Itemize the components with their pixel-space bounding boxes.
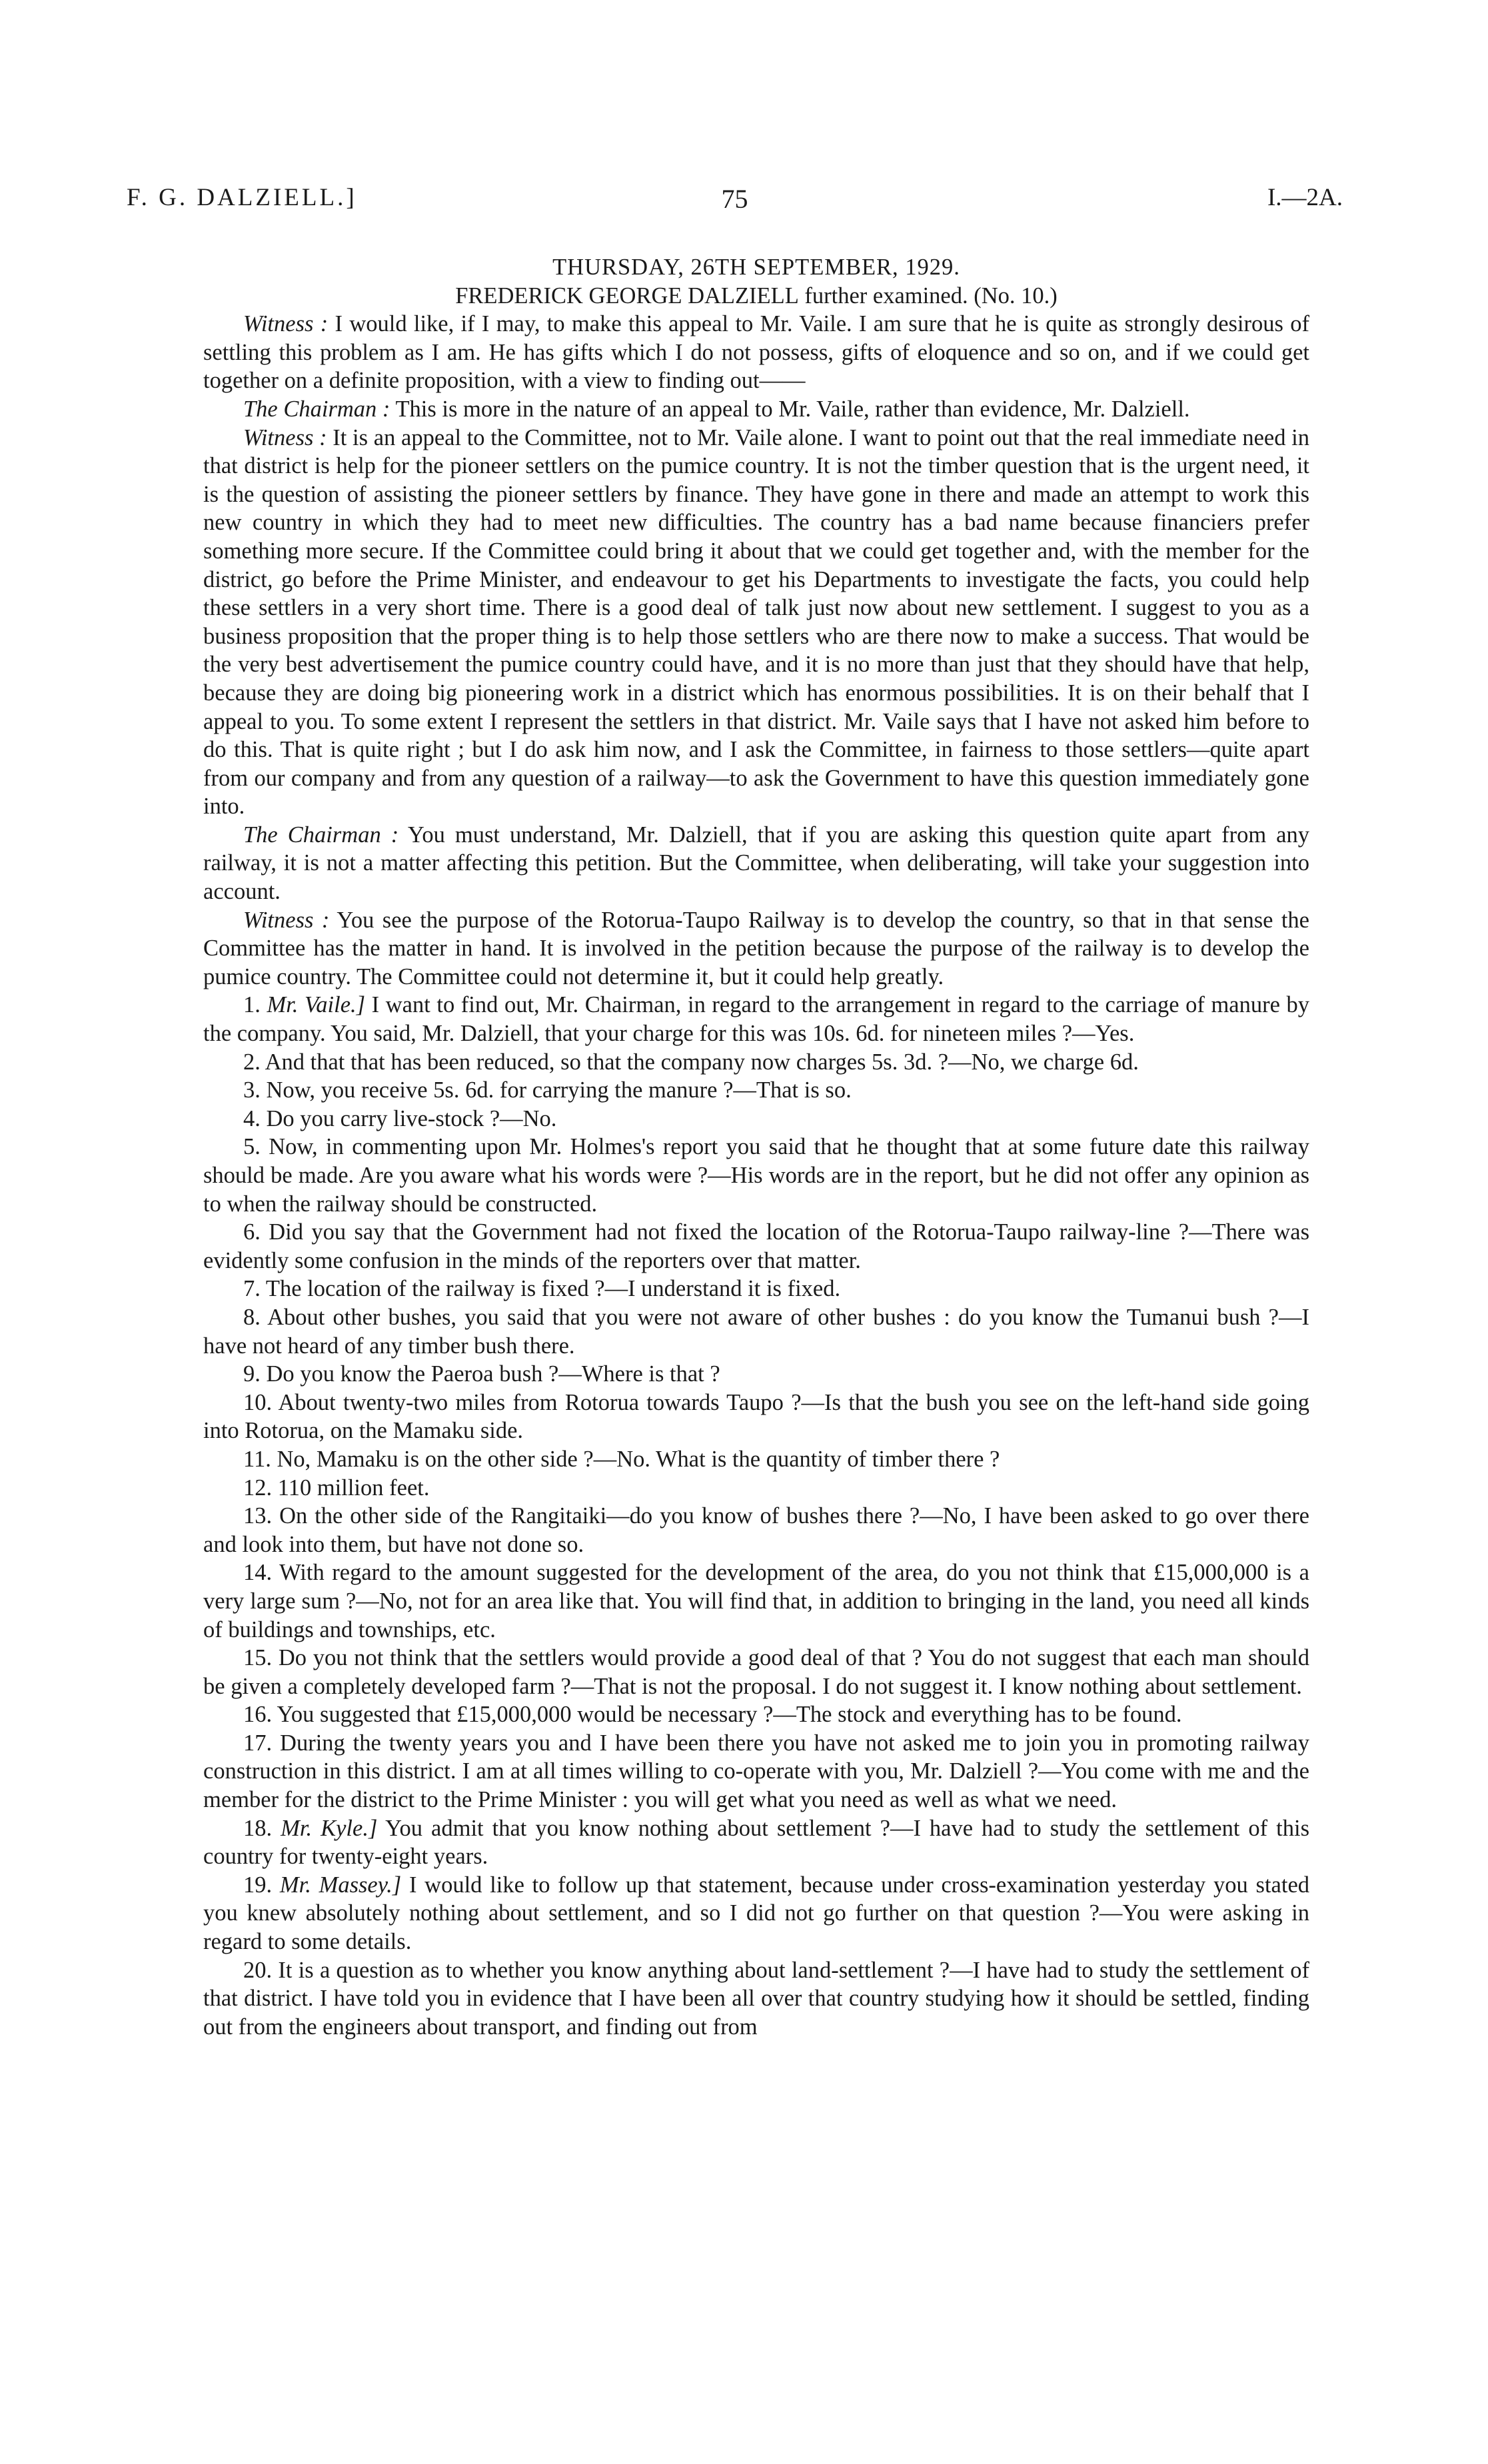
testimony-paragraph	[203, 821, 1309, 906]
paragraph-text: 8. About other bushes, you said that you were not aware of other bushes : do you know the Tumanui bush ?—I have not heard of any timber bush there.	[203, 1304, 1309, 1359]
paragraph-text: 10. About twenty-two miles from Rotorua towards Taupo ?—Is that the bush you see on the left-hand side going into Rotorua, on the Mamaku side.	[203, 1389, 1309, 1444]
witness-heading	[203, 282, 1309, 310]
speaker-label: The Chairman :	[243, 396, 390, 422]
testimony-paragraph	[203, 1700, 1309, 1729]
paragraph-text: You admit that you know nothing about settlement ?—I have had to study the settlement of this country for twenty-eight years.	[203, 1815, 1309, 1870]
paragraph-text: 7. The location of the railway is fixed ?—I understand it is fixed.	[243, 1276, 841, 1302]
testimony-paragraph	[203, 1814, 1309, 1871]
testimony-paragraph	[203, 991, 1309, 1047]
testimony-paragraph	[203, 1218, 1309, 1275]
witness-heading-rest: further examined. (No. 10.)	[798, 283, 1058, 308]
testimony-paragraph	[203, 1956, 1309, 2042]
header-witness-name: F. G. DALZIELL.]	[127, 184, 357, 211]
testimony-paragraph	[203, 1275, 1309, 1303]
testimony-paragraph	[203, 1474, 1309, 1503]
paragraph-text: 6. Did you say that the Government had not fixed the location of the Rotorua-Taupo railway-line ?—There was evidently some confusion in the minds of the reporters over that matter.	[203, 1219, 1309, 1273]
paragraph-text: I would like to follow up that statement, because under cross-examination yesterday you stated you knew absolutely nothing about settlement, and so I did not go further on that question ?—You were asking in regard to some details.	[203, 1872, 1310, 1955]
speaker-label: Witness :	[243, 311, 329, 337]
paragraph-text: 13. On the other side of the Rangitaiki—do you know of bushes there ?—No, I have been asked to go over there and look into them, but have not done so.	[203, 1503, 1309, 1557]
speaker-label: The Chairman :	[243, 822, 399, 848]
speaker-label: Witness :	[243, 424, 327, 450]
testimony-paragraph	[203, 1389, 1309, 1445]
speaker-label: Mr. Massey.]	[279, 1872, 402, 1898]
testimony-paragraph	[203, 424, 1309, 821]
speaker-label: Witness :	[243, 907, 330, 933]
testimony-paragraph	[203, 1445, 1309, 1474]
testimony-paragraph	[203, 1644, 1309, 1700]
speaker-label: Mr. Kyle.]	[281, 1815, 378, 1841]
paragraph-text: I want to find out, Mr. Chairman, in regard to the arrangement in regard to the carriage of manure by the company. You said, Mr. Dalziell, that your charge for this was 10s. 6d. for nineteen miles ?—Yes.	[203, 992, 1310, 1047]
paragraph-text: 9. Do you know the Paeroa bush ?—Where is that ?	[243, 1361, 720, 1387]
speaker-label: Mr. Vaile.]	[267, 992, 366, 1018]
testimony-paragraph	[203, 1105, 1309, 1133]
paragraph-text: You must understand, Mr. Dalziell, that if you are asking this question quite apart from any railway, it is not a matter affecting this petition. But the Committee, when deliberating, will take your suggestion into account.	[203, 822, 1309, 905]
testimony-paragraph	[203, 1076, 1309, 1105]
date-heading: THURSDAY, 26TH SEPTEMBER, 1929.	[552, 255, 960, 280]
paragraph-text: 16. You suggested that £15,000,000 would be necessary ?—The stock and everything has to be found.	[243, 1702, 1182, 1728]
testimony-paragraph	[203, 395, 1309, 424]
page-header	[127, 183, 1343, 217]
question-number: 19.	[243, 1872, 280, 1898]
paragraph-text: 12. 110 million feet.	[243, 1475, 430, 1501]
paragraph-text: It is an appeal to the Committee, not to Mr. Vaile alone. I want to point out that the real immediate need in that district is help for the pioneer settlers on the pumice country. It is not the timber question that is the urgent need, it is the question of assisting the pioneer settlers by finance. They have gone in there and made an attempt to work this new country in which they had to meet new difficulties. The country has a bad name because financiers prefer something more secure. If the Committee could bring it about that we could get together and, with the member for the district, go before the Prime Minister, and endeavour to get his Departments to investigate the facts, you could help these settlers in a very short time. There is a good deal of talk just now about new settlement. I suggest to you as a business proposition that the proper thing is to help those settlers who are there now to make a success. That would be the very best advertisement the pumice country could have, and it is no more than just that they should have that help, because they are doing big pioneering work in a district which has enormous possibilities. It is on their behalf that I appeal to you. To some extent I represent the settlers in that district. Mr. Vaile says that I have not asked him before to do this. That is quite right ; but I do ask him now, and I ask the Committee, in fairness to those settlers—quite apart from our company and from any question of a railway—to ask the Government to have this question immediately gone into.	[203, 424, 1309, 820]
page-number: 75	[721, 184, 748, 214]
testimony-paragraph	[203, 1871, 1309, 1956]
paragraph-text: 3. Now, you receive 5s. 6d. for carrying the manure ?—That is so.	[243, 1077, 852, 1103]
testimony-paragraph	[203, 906, 1309, 991]
testimony-paragraph	[203, 1558, 1309, 1644]
witness-full-name: FREDERICK GEORGE DALZIELL	[455, 283, 799, 308]
testimony-paragraph	[203, 310, 1309, 395]
paragraph-text: 15. Do you not think that the settlers would provide a good deal of that ? You do not suggest that each man should be given a completely developed farm ?—That is not the proposal. I do not suggest it. I know nothing about settlement.	[203, 1645, 1309, 1699]
testimony-paragraph	[203, 1502, 1309, 1558]
question-number: 18.	[243, 1815, 281, 1841]
testimony-paragraph	[203, 1048, 1309, 1077]
paragraph-text: 4. Do you carry live-stock ?—No.	[243, 1105, 557, 1131]
testimony-paragraph	[203, 1133, 1309, 1218]
testimony-paragraph	[203, 1303, 1309, 1360]
paragraph-text: 14. With regard to the amount suggested for the development of the area, do you not think that £15,000,000 is a very large sum ?—No, not for an area like that. You will find that, in addition to bringing in the land, you need all kinds of buildings and townships, etc.	[203, 1560, 1309, 1642]
document-reference: I.—2A.	[1267, 184, 1343, 211]
paragraph-text: You see the purpose of the Rotorua-Taupo Railway is to develop the country, so that in that sense the Committee has the matter in hand. It is involved in the petition because the purpose of the railway is to develop the pumice country. The Committee could not determine it, but it could help greatly.	[203, 907, 1309, 989]
question-number: 1.	[243, 992, 267, 1018]
testimony-paragraph	[203, 1360, 1309, 1389]
paragraph-text: This is more in the nature of an appeal to Mr. Vaile, rather than evidence, Mr. Dalziell.	[390, 396, 1190, 422]
paragraph-text: I would like, if I may, to make this appeal to Mr. Vaile. I am sure that he is quite as strongly desirous of settling this problem as I am. He has gifts which I do not possess, gifts of eloquence and so on, and if we could get together on a definite proposition, with a view to finding out——	[203, 311, 1309, 394]
paragraph-text: 11. No, Mamaku is on the other side ?—No. What is the quantity of timber there ?	[243, 1446, 1000, 1472]
testimony-body	[203, 310, 1309, 2041]
page-content	[203, 253, 1309, 2041]
testimony-paragraph	[203, 1729, 1309, 1814]
paragraph-text: 2. And that that has been reduced, so that the company now charges 5s. 3d. ?—No, we charge 6d.	[243, 1049, 1139, 1075]
paragraph-text: 5. Now, in commenting upon Mr. Holmes's report you said that he thought that at some future date this railway should be made. Are you aware what his words were ?—His words are in the report, but he did not offer any opinion as to when the railway should be constructed.	[203, 1134, 1309, 1217]
paragraph-text: 20. It is a question as to whether you know anything about land-settlement ?—I have had to study the settlement of that district. I have told you in evidence that I have been all over that country studying how it should be settled, finding out from the engineers about transport, and finding out from	[203, 1957, 1309, 2040]
paragraph-text: 17. During the twenty years you and I have been there you have not asked me to join you in promoting railway construction in this district. I am at all times willing to co-operate with you, Mr. Dalziell ?—You come with me and the member for the district to the Prime Minister : you will get what you need as well as what we need.	[203, 1730, 1309, 1813]
